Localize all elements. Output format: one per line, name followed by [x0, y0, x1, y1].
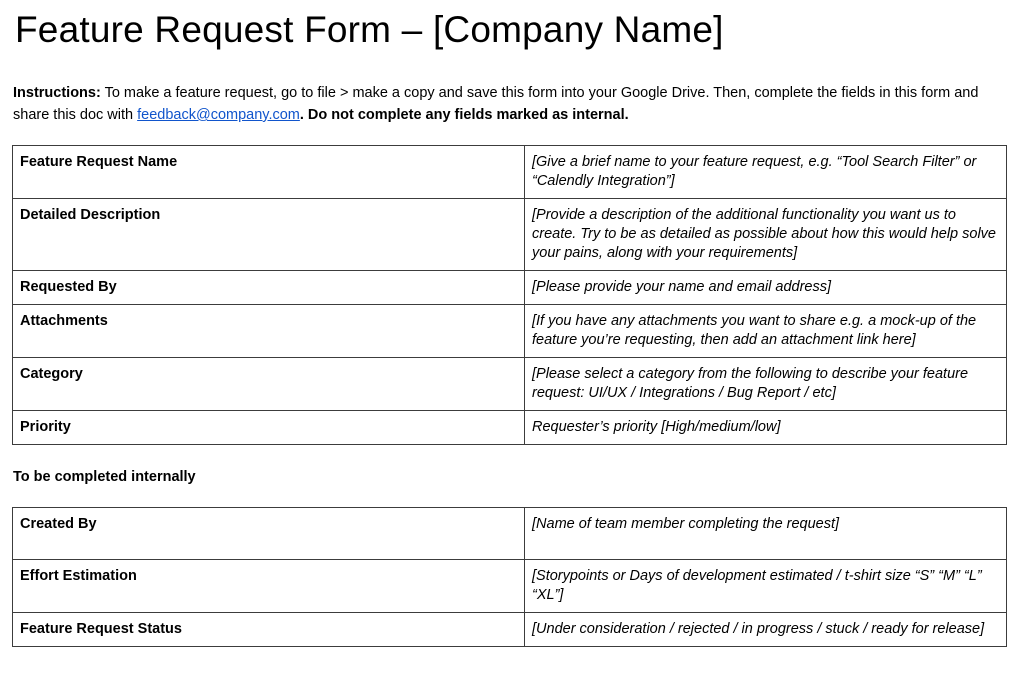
field-value-requested-by[interactable]: [Please provide your name and email address]: [525, 271, 1007, 305]
page-title: Feature Request Form – [Company Name]: [15, 9, 724, 50]
field-label-requested-by: Requested By: [13, 271, 525, 305]
field-value-effort-estimation[interactable]: [Storypoints or Days of development estimated / t-shirt size “S” “M” “L” “XL”]: [525, 560, 1007, 613]
field-label-attachments: Attachments: [13, 305, 525, 358]
field-label-created-by: Created By: [13, 508, 525, 560]
field-value-feature-request-name[interactable]: [Give a brief name to your feature request, e.g. “Tool Search Filter” or “Calendly Integration”]: [525, 146, 1007, 199]
instructions-label: Instructions:: [13, 85, 101, 102]
table-row: [13, 411, 1007, 445]
field-value-priority[interactable]: Requester’s priority [High/medium/low]: [525, 411, 1007, 445]
table-row: [13, 560, 1007, 613]
table-row: [13, 146, 1007, 199]
instructions-warning: . Do not complete any fields marked as internal.: [299, 107, 629, 124]
field-label-effort-estimation: Effort Estimation: [13, 560, 525, 613]
field-value-detailed-description[interactable]: [Provide a description of the additional functionality you want us to create. Try to be as detailed as possible about how this would help solve your pains, along with your requirements]: [525, 199, 1007, 271]
field-value-category[interactable]: [Please select a category from the following to describe your feature request: UI/UX / Integrations / Bug Report / etc]: [525, 358, 1007, 411]
internal-table: [12, 507, 1007, 647]
table-row: [13, 271, 1007, 305]
email-link[interactable]: feedback@company.com: [137, 107, 300, 124]
table-row: [13, 305, 1007, 358]
field-value-attachments[interactable]: [If you have any attachments you want to share e.g. a mock-up of the feature you’re requesting, then add an attachment link here]: [525, 305, 1007, 358]
field-label-feature-request-name: Feature Request Name: [13, 146, 525, 199]
field-label-category: Category: [13, 358, 525, 411]
internal-section-heading: To be completed internally: [13, 469, 196, 486]
table-row: [13, 199, 1007, 271]
field-value-feature-request-status[interactable]: [Under consideration / rejected / in progress / stuck / ready for release]: [525, 613, 1007, 647]
table-row: [13, 358, 1007, 411]
instructions-text: To make a feature request, go to file > make a copy and save this form into your Google Drive. Then, complete the fields in this form and share this doc with: [13, 85, 979, 124]
instructions-paragraph: [13, 82, 1011, 126]
feature-request-table: [12, 145, 1007, 445]
field-label-priority: Priority: [13, 411, 525, 445]
field-value-created-by[interactable]: [Name of team member completing the request]: [525, 508, 1007, 560]
field-label-detailed-description: Detailed Description: [13, 199, 525, 271]
field-label-feature-request-status: Feature Request Status: [13, 613, 525, 647]
table-row: [13, 508, 1007, 560]
table-row: [13, 613, 1007, 647]
